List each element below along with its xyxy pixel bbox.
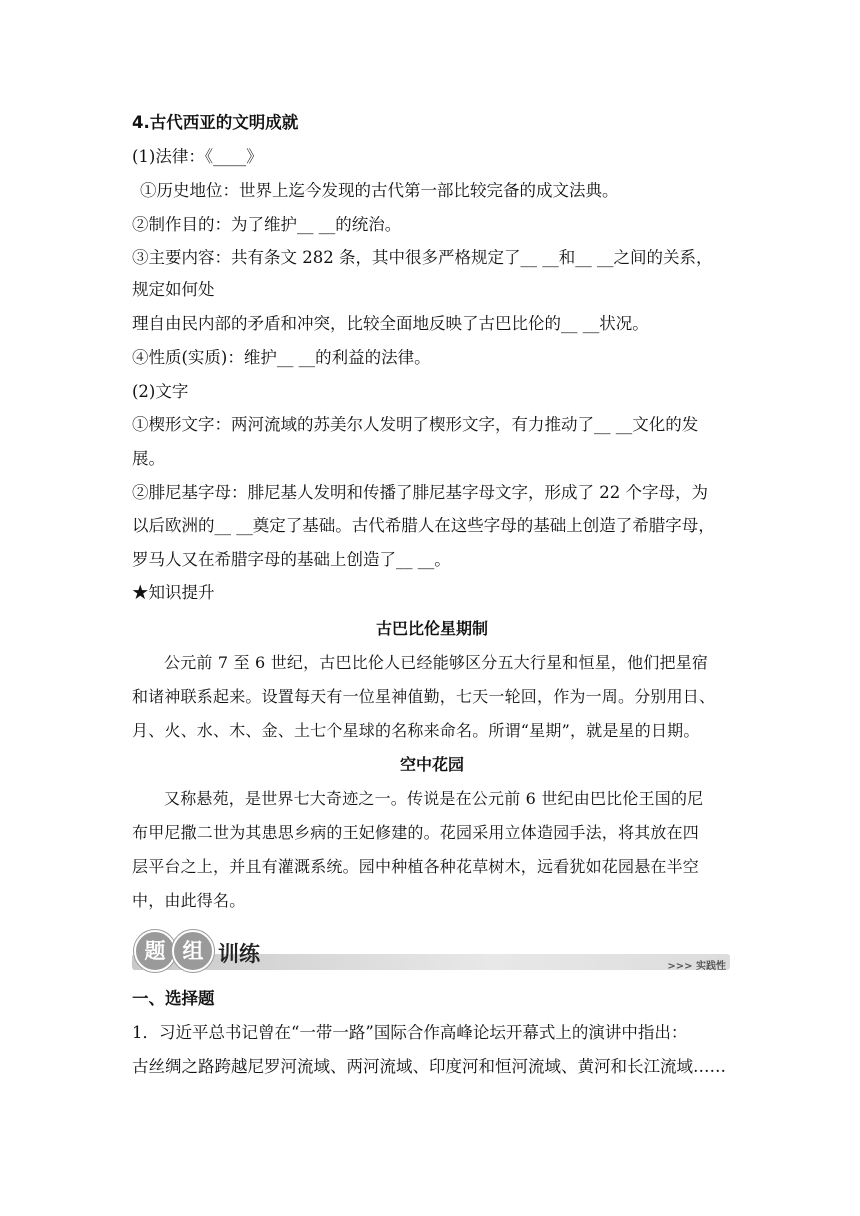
box2-title: 空中花园 (399, 755, 464, 774)
box2-line-2: 布甲尼撒二世为其患思乡病的王妃修建的。花园采用立体造园手法，将其放在四 (132, 823, 700, 842)
law-item-2: ②制作目的：为了维护__ __的统治。 (132, 215, 402, 234)
writing-item-2-cont2: 罗马人又在希腊字母的基础上创造了__ __。 (132, 550, 451, 569)
banner-title: 训练 (218, 942, 260, 966)
box2-line-3: 层平台之上，并且有灌溉系统。园中种植各种花草树木，远看犹如花园悬在半空 (132, 857, 700, 876)
law-item-1: ①历史地位：世界上迄今发现的古代第一部比较完备的成文法典。 (140, 181, 619, 200)
law-label: (1)法律：《____》 (132, 147, 263, 166)
banner-circle-2: 组 (172, 930, 214, 972)
writing-item-1: ①楔形文字：两河流域的苏美尔人发明了楔形文字，有力推动了__ __文化的发 (132, 415, 699, 434)
box2-line-4: 中，由此得名。 (132, 891, 246, 910)
exercise-heading: 一、选择题 (132, 989, 215, 1008)
writing-label: (2)文字 (132, 382, 189, 401)
law-item-3-cont2: 理自由民内部的矛盾和冲突，比较全面地反映了古巴比伦的__ __状况。 (132, 314, 649, 333)
law-item-3: ③主要内容：共有条文 282 条，其中很多严格规定了__ __和__ __之间的关系， (132, 248, 713, 267)
law-item-4: ④性质(实质)：维护__ __的利益的法律。 (132, 348, 431, 367)
writing-item-2-cont: 以后欧洲的__ __奠定了基础。古代希腊人在这些字母的基础上创造了希腊字母， (132, 516, 715, 535)
knowledge-label: ★知识提升 (132, 583, 215, 602)
banner-tag: >>> 实践性 (667, 961, 726, 972)
writing-item-2: ②腓尼基字母：腓尼基人发明和传播了腓尼基字母文字，形成了 22 个字母，为 (132, 483, 708, 502)
question-1-line-2: 古丝绸之路跨越尼罗河流域、两河流域、印度河和恒河流域、黄河和长江流域…… (132, 1057, 726, 1076)
question-1-line-1: 1．习近平总书记曾在“一带一路”国际合作高峰论坛开幕式上的演讲中指出： (132, 1023, 688, 1042)
box1-line-1: 公元前 7 至 6 世纪，古巴比伦人已经能够区分五大行星和恒星，他们把星宿 (164, 653, 709, 672)
law-item-3-cont: 规定如何处 (132, 280, 215, 299)
section-heading: 4.古代西亚的文明成就 (132, 113, 299, 132)
box1-title: 古巴比伦星期制 (375, 619, 488, 638)
box2-line-1: 又称悬苑，是世界七大奇迹之一。传说是在公元前 6 世纪由巴比伦王国的尼 (164, 789, 704, 808)
box1-line-3: 月、火、水、木、金、土七个星球的名称来命名。所谓“星期”，就是星的日期。 (132, 721, 700, 740)
writing-item-1-cont: 展。 (132, 449, 165, 468)
box1-line-2: 和诸神联系起来。设置每天有一位星神值勤，七天一轮回，作为一周。分别用日、 (132, 687, 716, 706)
practice-banner (132, 928, 730, 972)
banner-circle-1: 题 (134, 930, 176, 972)
